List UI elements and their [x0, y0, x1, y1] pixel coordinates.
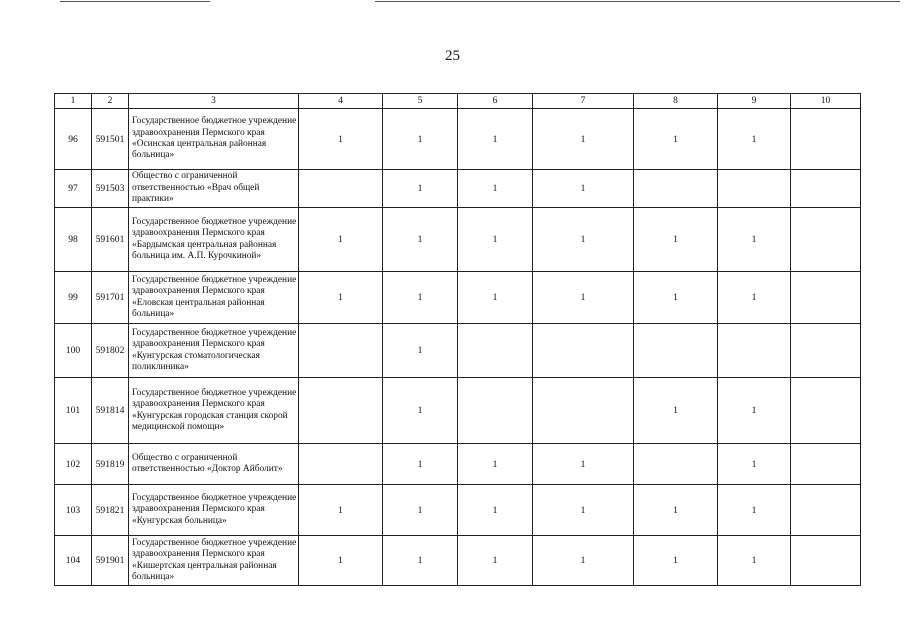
row-number: 99 — [55, 272, 92, 324]
cell-col-5: 1 — [383, 208, 458, 272]
cell-col-5: 1 — [383, 324, 458, 378]
cell-col-10 — [791, 485, 861, 536]
organization-name: Государственное бюджетное учреждение здравоохранения Пермского края «Кунгурская городская станция скорой медицинской помощи» — [129, 378, 299, 444]
column-header: 8 — [634, 94, 718, 109]
column-header: 3 — [129, 94, 299, 109]
row-number: 102 — [55, 444, 92, 485]
organization-name: Государственное бюджетное учреждение здравоохранения Пермского края «Кунгурская стоматологическая поликлиника» — [129, 324, 299, 378]
row-number: 96 — [55, 109, 92, 170]
cell-col-4: 1 — [299, 485, 383, 536]
top-edge-rule-right — [375, 1, 900, 2]
row-number: 101 — [55, 378, 92, 444]
column-header: 4 — [299, 94, 383, 109]
column-header: 9 — [718, 94, 791, 109]
cell-col-9: 1 — [718, 109, 791, 170]
column-header: 5 — [383, 94, 458, 109]
cell-col-8 — [634, 170, 718, 208]
cell-col-6: 1 — [458, 485, 533, 536]
row-number: 103 — [55, 485, 92, 536]
organization-name: Общество с ограниченной ответственностью «Доктор Айболит» — [129, 444, 299, 485]
cell-col-8: 1 — [634, 109, 718, 170]
cell-col-8: 1 — [634, 536, 718, 586]
cell-col-7: 1 — [533, 536, 634, 586]
cell-col-8: 1 — [634, 378, 718, 444]
cell-col-10 — [791, 324, 861, 378]
row-number: 100 — [55, 324, 92, 378]
cell-col-9: 1 — [718, 485, 791, 536]
column-header: 10 — [791, 94, 861, 109]
cell-col-10 — [791, 109, 861, 170]
registry-code: 591503 — [92, 170, 129, 208]
cell-col-4 — [299, 170, 383, 208]
register-table — [54, 93, 861, 586]
cell-col-8 — [634, 324, 718, 378]
cell-col-6 — [458, 324, 533, 378]
top-edge-rule-left — [60, 1, 210, 2]
organization-name: Общество с ограниченной ответственностью «Врач общей практики» — [129, 170, 299, 208]
cell-col-8: 1 — [634, 208, 718, 272]
cell-col-6: 1 — [458, 208, 533, 272]
cell-col-4: 1 — [299, 109, 383, 170]
cell-col-5: 1 — [383, 170, 458, 208]
table-row — [55, 378, 861, 444]
cell-col-8: 1 — [634, 272, 718, 324]
row-number: 98 — [55, 208, 92, 272]
cell-col-7 — [533, 378, 634, 444]
table-row — [55, 324, 861, 378]
column-header: 7 — [533, 94, 634, 109]
table-row — [55, 109, 861, 170]
registry-code: 591601 — [92, 208, 129, 272]
table-row — [55, 208, 861, 272]
organization-name: Государственное бюджетное учреждение здравоохранения Пермского края «Кишертская центральная районная больница» — [129, 536, 299, 586]
cell-col-6: 1 — [458, 272, 533, 324]
cell-col-7: 1 — [533, 485, 634, 536]
cell-col-10 — [791, 444, 861, 485]
cell-col-4 — [299, 324, 383, 378]
cell-col-10 — [791, 378, 861, 444]
cell-col-7: 1 — [533, 170, 634, 208]
registry-code: 591701 — [92, 272, 129, 324]
cell-col-8 — [634, 444, 718, 485]
organization-name: Государственное бюджетное учреждение здравоохранения Пермского края «Еловская центральная районная больница» — [129, 272, 299, 324]
registry-code: 591501 — [92, 109, 129, 170]
organization-name: Государственное бюджетное учреждение здравоохранения Пермского края «Бардымская центральная районная больница им. А.П. Курочкиной» — [129, 208, 299, 272]
cell-col-10 — [791, 208, 861, 272]
table-row — [55, 170, 861, 208]
cell-col-7: 1 — [533, 272, 634, 324]
column-header: 2 — [92, 94, 129, 109]
cell-col-4: 1 — [299, 208, 383, 272]
registry-code: 591901 — [92, 536, 129, 586]
cell-col-4: 1 — [299, 536, 383, 586]
cell-col-7: 1 — [533, 208, 634, 272]
cell-col-8: 1 — [634, 485, 718, 536]
cell-col-10 — [791, 272, 861, 324]
cell-col-4: 1 — [299, 272, 383, 324]
cell-col-9 — [718, 324, 791, 378]
cell-col-9: 1 — [718, 536, 791, 586]
table-row — [55, 536, 861, 586]
column-number-row — [55, 94, 861, 109]
cell-col-6: 1 — [458, 536, 533, 586]
cell-col-9: 1 — [718, 378, 791, 444]
cell-col-5: 1 — [383, 536, 458, 586]
cell-col-6 — [458, 378, 533, 444]
cell-col-10 — [791, 536, 861, 586]
cell-col-4 — [299, 378, 383, 444]
organization-name: Государственное бюджетное учреждение здравоохранения Пермского края «Осинская центральная районная больница» — [129, 109, 299, 170]
table-row — [55, 272, 861, 324]
registry-code: 591802 — [92, 324, 129, 378]
cell-col-5: 1 — [383, 109, 458, 170]
organization-name: Государственное бюджетное учреждение здравоохранения Пермского края «Кунгурская больница» — [129, 485, 299, 536]
page-number: 25 — [445, 48, 460, 64]
cell-col-9 — [718, 170, 791, 208]
cell-col-5: 1 — [383, 272, 458, 324]
cell-col-10 — [791, 170, 861, 208]
cell-col-9: 1 — [718, 444, 791, 485]
cell-col-6: 1 — [458, 109, 533, 170]
table-row — [55, 444, 861, 485]
cell-col-5: 1 — [383, 444, 458, 485]
row-number: 97 — [55, 170, 92, 208]
cell-col-9: 1 — [718, 272, 791, 324]
column-header: 1 — [55, 94, 92, 109]
cell-col-6: 1 — [458, 444, 533, 485]
cell-col-4 — [299, 444, 383, 485]
cell-col-7 — [533, 324, 634, 378]
cell-col-9: 1 — [718, 208, 791, 272]
cell-col-7: 1 — [533, 444, 634, 485]
cell-col-7: 1 — [533, 109, 634, 170]
column-header: 6 — [458, 94, 533, 109]
cell-col-5: 1 — [383, 485, 458, 536]
table-row — [55, 485, 861, 536]
cell-col-5: 1 — [383, 378, 458, 444]
cell-col-6: 1 — [458, 170, 533, 208]
registry-code: 591819 — [92, 444, 129, 485]
registry-code: 591821 — [92, 485, 129, 536]
registry-code: 591814 — [92, 378, 129, 444]
row-number: 104 — [55, 536, 92, 586]
